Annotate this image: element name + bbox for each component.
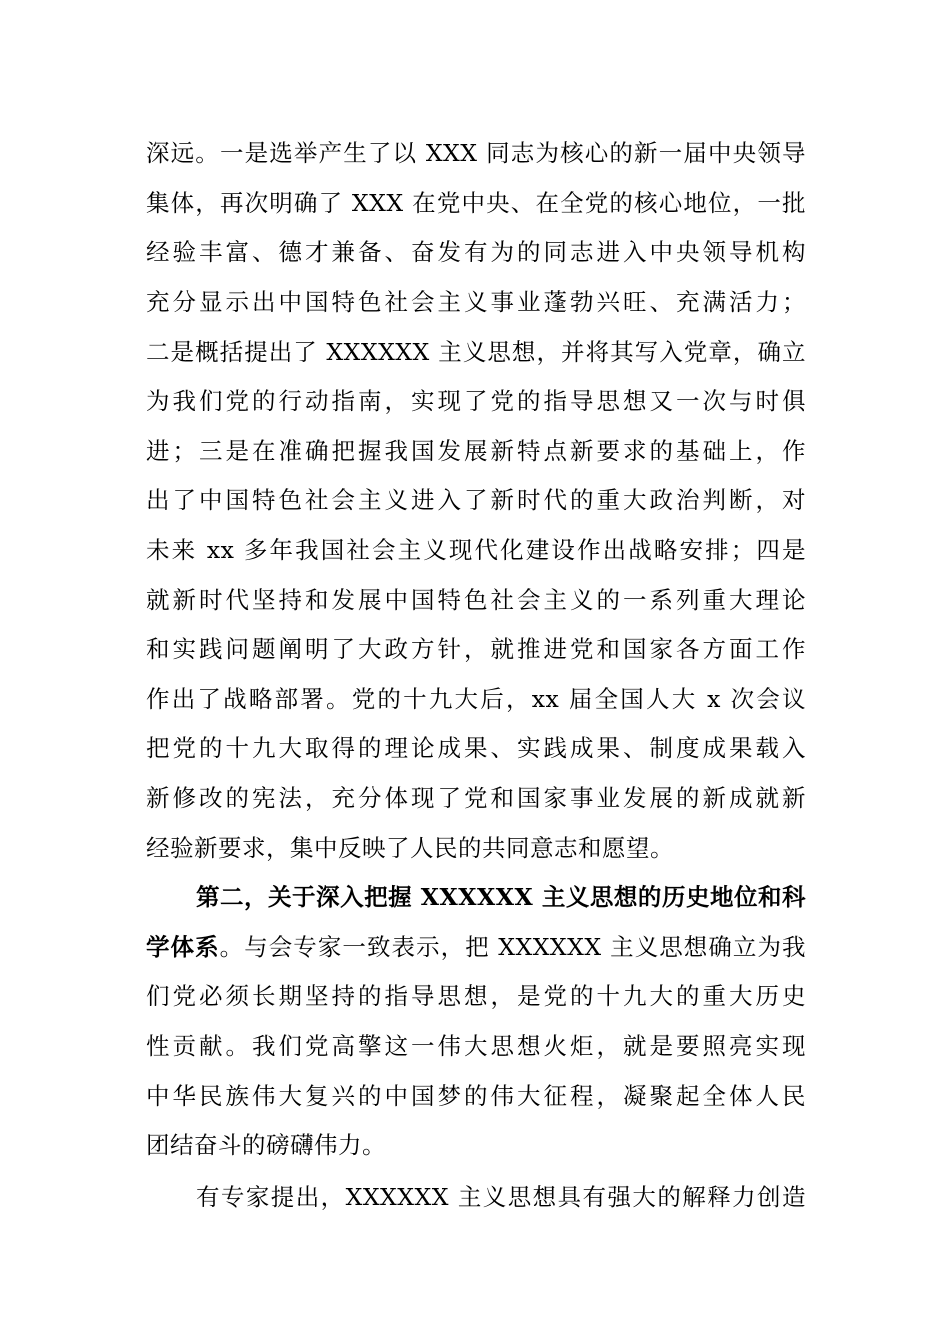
paragraph-line: 作出了战略部署。党的十九大后，xx 届全国人大 x 次会议 [146, 685, 806, 713]
paragraph-line: 就新时代坚持和发展中国特色社会主义的一系列重大理论 [146, 586, 806, 614]
paragraph-line: 进；三是在准确把握我国发展新特点新要求的基础上，作 [146, 437, 806, 465]
paragraph-line [146, 927, 806, 967]
paragraph-line: 深远。一是选举产生了以 XXX 同志为核心的新一届中央领导 [146, 139, 806, 167]
section-heading-line: 第二，关于深入把握 XXXXXX 主义思想的历史地位和科 [196, 883, 806, 911]
paragraph-line: 未来 xx 多年我国社会主义现代化建设作出战略安排；四是 [146, 536, 806, 564]
paragraph-line: 出了中国特色社会主义进入了新时代的重大政治判断，对 [146, 486, 806, 514]
paragraph-line: 有专家提出，XXXXXX 主义思想具有强大的解释力创造 [196, 1183, 806, 1211]
paragraph-line: 中华民族伟大复兴的中国梦的伟大征程，凝聚起全体人民 [146, 1082, 806, 1110]
paragraph-line: 们党必须长期坚持的指导思想，是党的十九大的重大历史 [146, 982, 806, 1010]
paragraph-line: 团结奋斗的磅礴伟力。 [146, 1131, 386, 1159]
paragraph-line: 充分显示出中国特色社会主义事业蓬勃兴旺、充满活力； [146, 288, 806, 316]
paragraph-line: 经验丰富、德才兼备、奋发有为的同志进入中央领导机构 [146, 238, 806, 266]
paragraph-line: 和实践问题阐明了大政方针，就推进党和国家各方面工作 [146, 635, 806, 663]
paragraph-line: 把党的十九大取得的理论成果、实践成果、制度成果载入 [146, 734, 806, 762]
paragraph-text: 。与会专家一致表示，把 XXXXXX 主义思想确立为我 [219, 933, 806, 961]
paragraph-line: 新修改的宪法，充分体现了党和国家事业发展的新成就新 [146, 784, 806, 812]
paragraph-line: 性贡献。我们党高擎这一伟大思想火炬，就是要照亮实现 [146, 1032, 806, 1060]
paragraph-line: 二是概括提出了 XXXXXX 主义思想，并将其写入党章，确立 [146, 338, 806, 366]
paragraph-line: 为我们党的行动指南，实现了党的指导思想又一次与时俱 [146, 387, 806, 415]
paragraph-line: 经验新要求，集中反映了人民的共同意志和愿望。 [146, 834, 674, 862]
section-heading-tail: 学体系 [146, 933, 220, 961]
paragraph-line: 集体，再次明确了 XXX 在党中央、在全党的核心地位，一批 [146, 189, 806, 217]
